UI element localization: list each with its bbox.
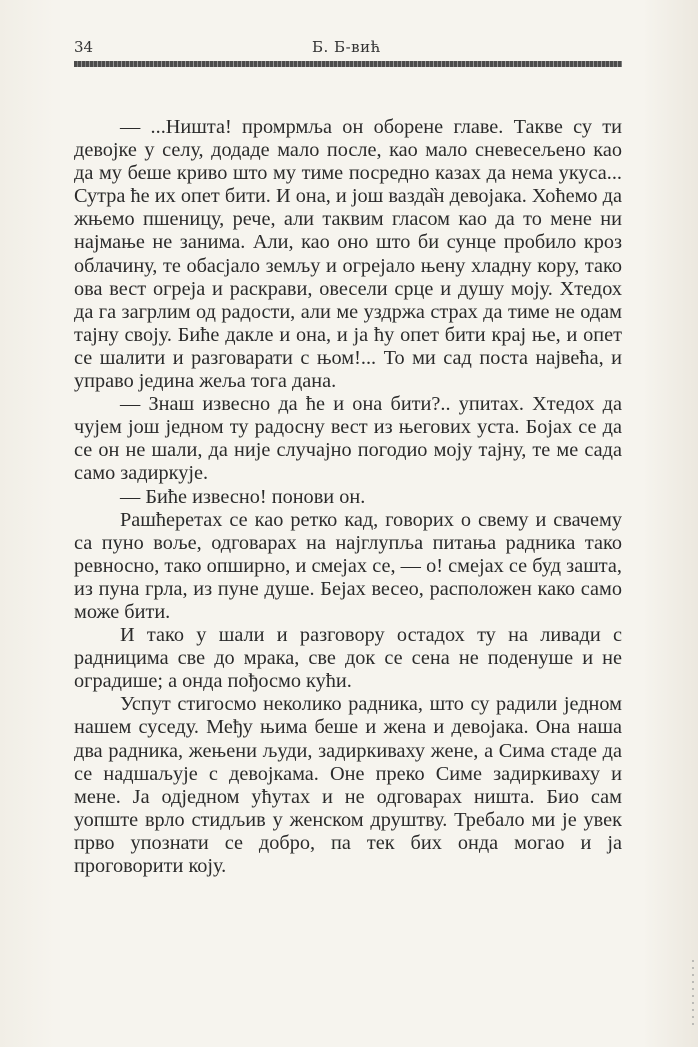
paragraph: И тако у шали и разговору остадох ту на ливади с радницима све до мрака, све док се сена не поденуше и не оградише; а онда пођосмо кући.: [74, 624, 622, 693]
paragraph: Успут стигосмо неколико радника, што су радили једном нашем суседу. Међу њима беше и жена и девојака. Она наша два радника, жењени људи, задиркиваху жене, а Сима стаде да се надшаљује с девојкама. Оне преко Симе задиркиваху и мене. Ја одједном ућутах и не одговарах ништа. Био сам уопште врло стидљив у женском друштву. Требало ми је увек прво упознати се добро, па тек бих онда могао и ја проговорити коју.: [74, 693, 622, 877]
paragraph: — Знаш извесно да ће и она бити?.. упитах. Хтедох да чујем још једном ту радосну вест из његових уста. Бојах се да се он не шали, да није случајно погодио моју тајну, те ме сада само задиркује.: [74, 393, 622, 485]
page-number: 34: [74, 38, 94, 56]
paragraph: — Биће извесно! понови он.: [120, 485, 366, 508]
header-rule: [74, 61, 622, 67]
running-head: Б. Б-вић: [312, 38, 381, 56]
paragraph: Рашћеретах се као ретко кад, говорих о свему и свачему са пуно воље, одговарах на најглупља питања радника тако ревносно, тако опширно, и смејах се, — о! смејах се буд зашта, из пуна грла, из пуне душе. Бејах весео, расположен како само може бити.: [74, 508, 622, 623]
page-edge-marks: [692, 960, 694, 1030]
paragraph: — ...Ништа! промрмља он оборене главе. Такве су ти девојке у селу, додаде мало после, као мало сневесељено као да му беше криво што му тиме посредно казах да нема укуса... Сутра ће их опет бити. И она, и још вазда̏н девојака. Хоћемо да жњемо пшеницу, рече, али таквим гласом као да то мене ни најмање не занима. Али, као оно што би сунце пробило кроз облачину, те обасјало земљу и огрејало њену хладну кору, тако ова вест огреја и раскрави, овесели срце и душу моју. Хтедох да га загрлим од радости, али ме уздржа страх да тиме не одам тајну своју. Биће дакле и она, и ја ћу опет бити крај ње, и опет се шалити и разговарати с њом!... То ми сад поста највећа, и управо једина жеља тога дана.: [74, 116, 622, 393]
page-header: [74, 38, 622, 60]
body-text: [74, 116, 622, 878]
